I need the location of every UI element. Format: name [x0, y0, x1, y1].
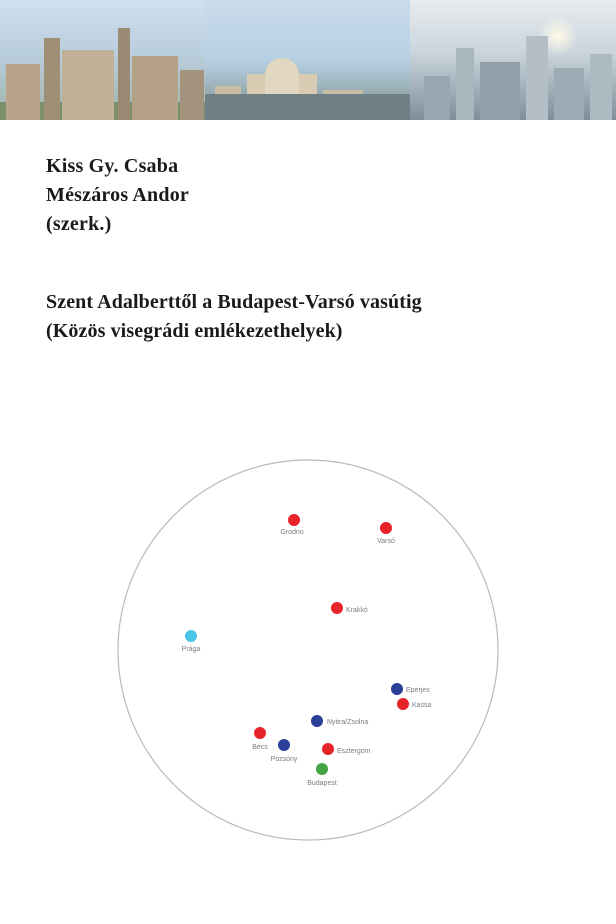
map-label-grodno: Grodno: [280, 529, 304, 536]
author-line-2: Mészáros Andor: [46, 184, 189, 206]
editor-note: (szerk.): [46, 213, 112, 235]
title-block: [46, 288, 586, 346]
map-point-pozsony: [278, 739, 290, 751]
map-point-nyitra-zsolna: [311, 715, 323, 727]
author-block: [46, 152, 566, 239]
map-point-pr-ga: [185, 630, 197, 642]
map-point-budapest: [316, 763, 328, 775]
map-label-krakk-: Krakkó: [346, 607, 368, 614]
map-label-pozsony: Pozsony: [270, 756, 298, 763]
map-label-eperjes: Eperjes: [406, 687, 430, 694]
page-subtitle: (Közös visegrádi emlékezethelyek): [46, 320, 343, 342]
map-point-krakk-: [331, 602, 343, 614]
cover-photo-basilica-river: [205, 0, 410, 120]
cover-photo-city-skyline: [410, 0, 616, 120]
map-point-grodno: [288, 514, 300, 526]
map-point-b-cs: [254, 727, 266, 739]
map-city-points: [182, 514, 432, 787]
map-label-budapest: Budapest: [307, 780, 337, 787]
cover-photo-cathedral: [0, 0, 205, 120]
map-label-nyitra-zsolna: Nyitra/Zsolna: [327, 719, 369, 726]
author-line-1: Kiss Gy. Csaba: [46, 155, 179, 177]
map-label-kassa: Kassa: [412, 702, 432, 709]
map-point-vars-: [380, 522, 392, 534]
map-label-vars-: Varsó: [377, 538, 395, 545]
map-svg: [108, 440, 508, 860]
cover-map-illustration: [108, 440, 508, 860]
map-label-esztergom: Esztergom: [337, 748, 371, 755]
map-label-b-cs: Bécs: [252, 744, 268, 751]
map-point-eperjes: [391, 683, 403, 695]
map-point-esztergom: [322, 743, 334, 755]
map-point-kassa: [397, 698, 409, 710]
map-label-pr-ga: Prága: [181, 646, 201, 653]
page-title: Szent Adalberttől a Budapest-Varsó vasútig: [46, 291, 422, 313]
cover-photo-band: [0, 0, 616, 120]
